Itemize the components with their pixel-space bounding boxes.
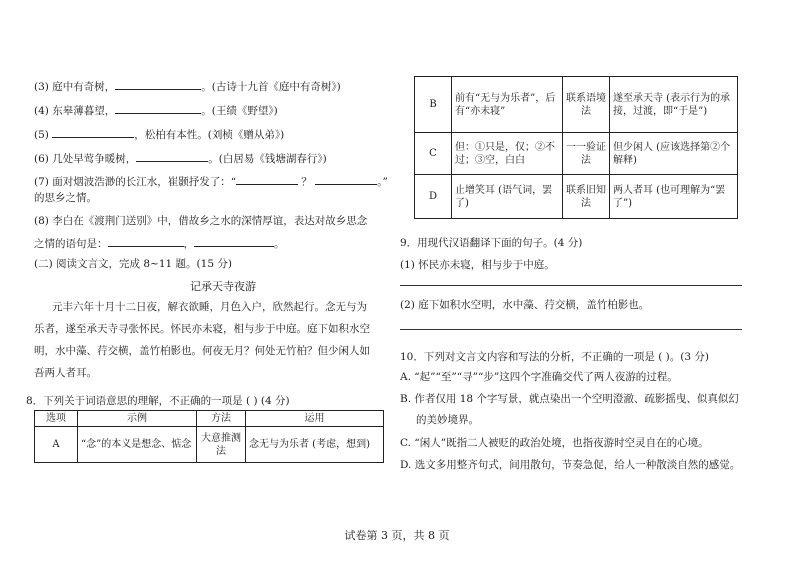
answer-blank[interactable]: [115, 102, 201, 114]
option-cell: B: [415, 77, 452, 133]
question-7-cont: 的思乡之情。: [34, 192, 97, 204]
use-cell: 念无与为乐者 (考虑，想到): [246, 427, 384, 463]
option-b-cont: 的美妙境界。: [416, 414, 479, 426]
question-9: 9．用现代汉语翻译下面的句子。(4 分): [400, 237, 583, 249]
page-footer: 试卷第 3 页，共 8 页: [344, 529, 450, 542]
table-row: [415, 133, 738, 175]
question-10: 10．下列对文言文内容和写法的分析，不正确的一项是 ( )。(3 分): [400, 351, 709, 363]
question-6: (6) 几处早莺争暖树， 。(白居易《钱塘湖春行》): [34, 150, 327, 166]
header-cell: 选项: [35, 411, 78, 427]
answer-blank[interactable]: [52, 126, 134, 138]
answer-blank[interactable]: [115, 78, 201, 90]
header-cell: 运用: [246, 411, 384, 427]
answer-blank[interactable]: [108, 235, 184, 247]
option-cell: D: [415, 175, 452, 219]
passage-line: 明，水中藻、荇交横，盖竹柏影也。何夜无月？何处无竹柏？但少闲人如: [34, 345, 370, 357]
header-cell: 示例: [78, 411, 197, 427]
question-8-choice: 8．下列关于词语意思的理解，不正确的一项是 ( ) (4 分): [26, 395, 290, 407]
section-heading: (二) 阅读文言文，完成 8~11 题。(15 分): [34, 258, 232, 270]
table-header-row: [35, 411, 384, 427]
answer-line[interactable]: [400, 285, 742, 286]
option-cell: A: [35, 427, 78, 463]
option-c: C. “闲人”既指二人被贬的政治处境，也指夜游时空灵自在的心境。: [400, 437, 709, 449]
method-cell: 大意推测法: [197, 427, 246, 463]
answer-blank[interactable]: [136, 150, 208, 162]
question-5: (5) ，松柏有本性。(刘桢《赠从弟》): [34, 126, 284, 142]
option-a: A. “起”“至”“寻”“步”这四个字准确交代了两人夜游的过程。: [400, 371, 678, 383]
answer-blank[interactable]: [315, 173, 377, 185]
answer-blank[interactable]: [194, 235, 274, 247]
answer-line[interactable]: [400, 329, 742, 330]
question-9-2: (2) 庭下如积水空明，水中藻、荇交横，盖竹柏影也。: [400, 299, 650, 311]
option-cell: C: [415, 133, 452, 175]
option-d: D. 选文多用整齐句式，间用散句，节奏急促，给人一种散淡自然的感觉。: [400, 459, 741, 471]
question-9-1: (1) 怀民亦未寝，相与步于中庭。: [400, 259, 555, 271]
answer-blank[interactable]: [236, 173, 298, 185]
question-7: (7) 面对烟波浩渺的长江水，崔颢抒发了：“ ？ 。”: [34, 173, 388, 189]
question-8-fill: (8) 李白在《渡荆门送别》中，借故乡之水的深情厚谊，表达对故乡思念: [34, 215, 368, 227]
example-cell: 但：①只是，仅；②不过；③空，白白: [452, 133, 563, 175]
table-row: [415, 77, 738, 133]
table-row: [35, 427, 384, 463]
use-cell: 两人者耳 (也可理解为“罢了”): [610, 175, 738, 219]
passage-line: 元丰六年十月十二日夜，解衣欲睡，月色入户，欣然起行。念无与为: [52, 301, 367, 313]
question-3: (3) 庭中有奇树， 。(古诗十九首《庭中有奇树》): [34, 78, 341, 94]
use-cell: 但少闲人 (应该选择第②个解释): [610, 133, 738, 175]
method-cell: 联系语境法: [563, 77, 610, 133]
passage-line: 乐者，遂至承天寺寻张怀民。怀民亦未寝，相与步于中庭。庭下如积水空: [34, 323, 370, 335]
header-cell: 方法: [197, 411, 246, 427]
method-cell: 一一验证法: [563, 133, 610, 175]
method-cell: 联系旧知法: [563, 175, 610, 219]
table-row: [415, 175, 738, 219]
options-table-right: [414, 76, 738, 219]
use-cell: 遂至承天寺 (表示行为的承接，过渡，即“于是”): [610, 77, 738, 133]
example-cell: 止增笑耳 (语气词，罢了): [452, 175, 563, 219]
options-table-left: [34, 410, 384, 463]
question-4: (4) 东皋薄暮望， 。(王绩《野望》): [34, 102, 278, 118]
passage-title: 记承天寺夜游: [190, 280, 256, 293]
option-b: B. 作者仅用 18 个字写景，就点染出一个空明澄澈、疏影摇曳、似真似幻: [400, 393, 739, 405]
question-8-fill-cont: 之情的语句是： ， 。: [34, 235, 285, 251]
example-cell: “念”的本义是想念、惦念: [78, 427, 197, 463]
example-cell: 前有“无与为乐者”，后有“亦未寝”: [452, 77, 563, 133]
passage-line: 吾两人者耳。: [34, 367, 97, 379]
